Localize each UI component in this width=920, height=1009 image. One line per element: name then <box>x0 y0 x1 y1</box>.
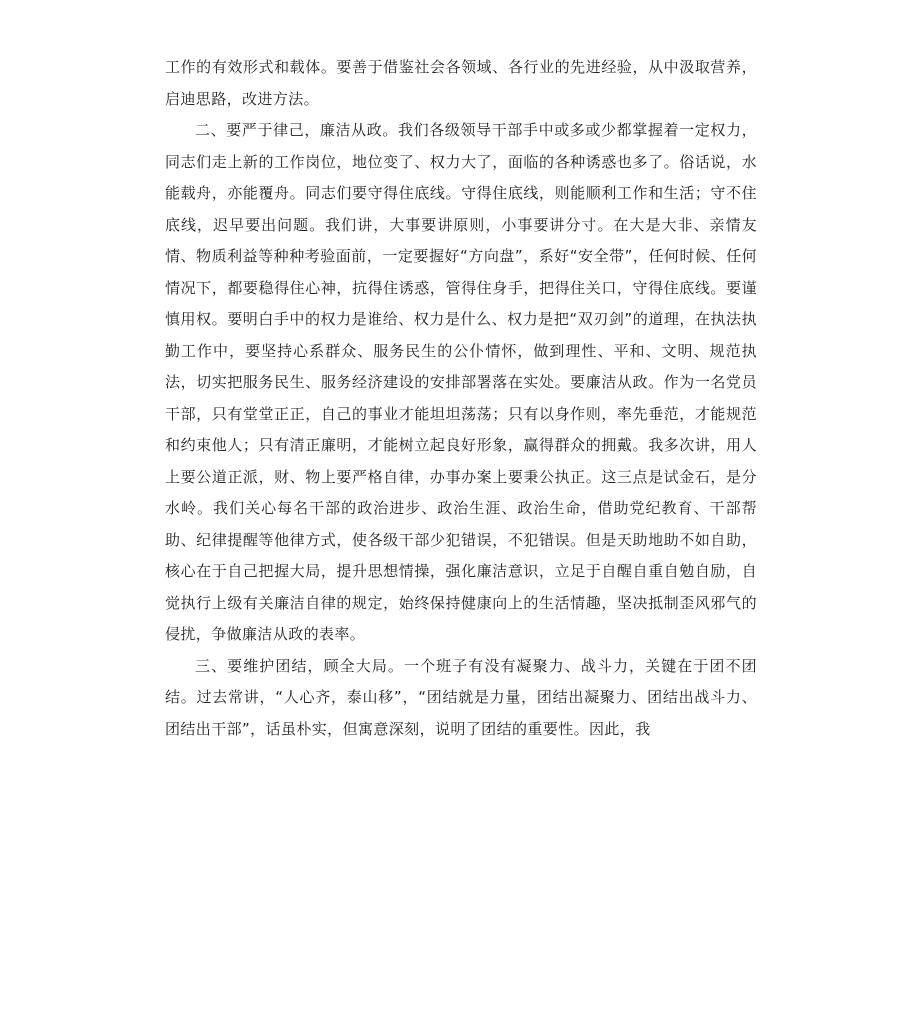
paragraph-section-three: 三、要维护团结，顾全大局。一个班子有没有凝聚力、战斗力，关键在于团不团结。过去常讲，“人心齐，泰山移”，“团结就是力量，团结出凝聚力、团结出战斗力、团结出干部”，话虽朴实，但寓意深刻，说明了团结的重要性。因此，我 <box>165 656 757 738</box>
paragraph-section-two: 二、要严于律己，廉洁从政。我们各级领导干部手中或多或少都掌握着一定权力，同志们走上新的工作岗位，地位变了、权力大了，面临的各种诱惑也多了。俗话说，水能载舟，亦能覆舟。同志们要守得住底线。守得住底线，则能顺利工作和生活；守不住底线，迟早要出问题。我们讲，大事要讲原则，小事要讲分寸。在大是大非、亲情友情、物质利益等种种考验面前，一定要握好“方向盘”，系好“安全带”，任何时候、任何情况下，都要稳得住心神，抗得住诱惑，管得住身手，把得住关口，守得住底线。要谨慎用权。要明白手中的权力是谁给、权力是什么、权力是把“双刃剑”的道理，在执法执勤工作中，要坚持心系群众、服务民生的公仆情怀，做到理性、平和、文明、规范执法，切实把服务民生、服务经济建设的安排部署落在实处。要廉洁从政。作为一名党员干部，只有堂堂正正，自己的事业才能坦坦荡荡；只有以身作则，率先垂范，才能规范和约束他人；只有清正廉明，才能树立起良好形象，赢得群众的拥戴。我多次讲，用人上要公道正派，财、物上要严格自律，办事办案上要秉公执正。这三点是试金石，是分水岭。我们关心每名干部的政治进步、政治生涯、政治生命，借助党纪教育、干部帮助、纪律提醒等他律方式，使各级干部少犯错误，不犯错误。但是天助地助不如自助，核心在于自己把握大局，提升思想情操，强化廉洁意识，立足于自醒自重自勉自励，自觉执行上级有关廉洁自律的规定，始终保持健康向上的生活情趣，坚决抵制歪风邪气的侵扰，争做廉洁从政的表率。 <box>165 121 757 643</box>
document-page <box>165 52 757 745</box>
paragraph-continuation: 工作的有效形式和载体。要善于借鉴社会各领域、各行业的先进经验，从中汲取营养，启迪思路，改进方法。 <box>165 58 757 108</box>
